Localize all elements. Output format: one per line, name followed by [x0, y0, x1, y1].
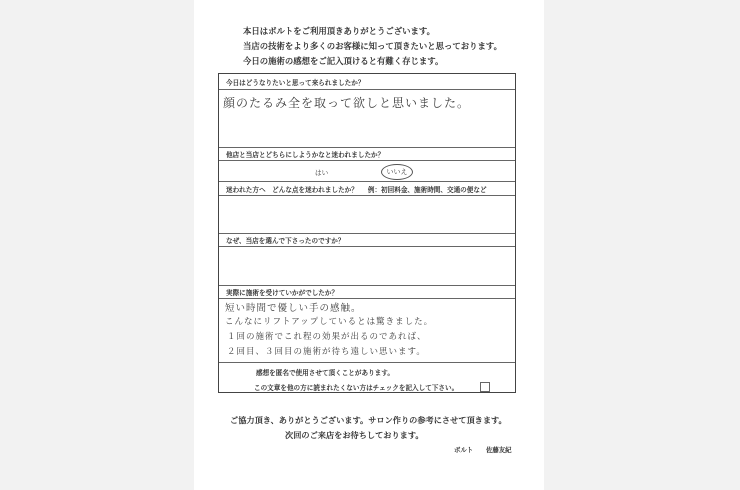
intro-text	[243, 24, 502, 69]
question-5-answer-line-1: 短い時間で優しい手の感触。	[225, 303, 362, 314]
question-5-answer-line-2: こんなにリフトアップしているとは驚きました。	[225, 317, 434, 327]
question-1-answer: 顔のたるみ全を取って欲しと思いました。	[223, 96, 471, 110]
consent-line-1: 感想を匿名で使用させて頂くことがあります。	[256, 369, 394, 377]
question-3-answer-box	[219, 196, 515, 233]
option-yes: はい	[315, 169, 329, 177]
opt-out-checkbox[interactable]	[480, 382, 490, 392]
question-4-label: なぜ、当店を選んで下さったのですか？	[219, 233, 515, 247]
question-5-answer-line-4: ２回目、３回目の施術が待ち遠しい思います。	[227, 347, 426, 357]
staff-name: 佐藤友紀	[486, 446, 512, 454]
question-3-header	[219, 181, 515, 196]
survey-form	[218, 73, 516, 393]
outro-line-2: 次回のご来店をお待ちしております。	[285, 430, 424, 440]
outro-text	[230, 413, 507, 443]
question-5-answer-box	[219, 299, 515, 362]
question-3-example: 例：初回料金、施術時間、交通の便など	[367, 185, 487, 194]
shop-name: ボルト	[454, 446, 474, 454]
consent-box	[219, 362, 515, 394]
question-3-label: 迷われた方へ どんな点を迷われましたか？	[226, 185, 358, 194]
intro-line-1: 本日はボルトをご利用頂きありがとうございます。	[243, 26, 435, 36]
question-2-options	[219, 161, 515, 181]
consent-line-2: この文章を他の方に読まれたくない方はチェックを記入して下さい。	[254, 384, 459, 392]
question-1-label: 今日はどうなりたいと思って来られましたか？	[219, 74, 515, 90]
question-1-answer-box	[219, 90, 515, 147]
outro-line-1: ご協力頂き、ありがとうございます。サロン作りの参考にさせて頂きます。	[230, 415, 507, 425]
intro-line-2: 当店の技術をより多くのお客様に知って頂きたいと思っております。	[243, 41, 502, 51]
question-5-label: 実際に施術を受けていかがでしたか？	[219, 285, 515, 299]
option-no-circled: いいえ	[381, 164, 413, 180]
question-5-answer-line-3: １回の施術でこれ程の効果が出るのであれば、	[227, 332, 427, 342]
intro-line-3: 今日の施術の感想をご記入頂けると有難く存じます。	[243, 56, 444, 66]
question-2-label: 他店と当店とどちらにしようかなと迷われましたか？	[219, 147, 515, 161]
question-4-answer-box	[219, 247, 515, 285]
